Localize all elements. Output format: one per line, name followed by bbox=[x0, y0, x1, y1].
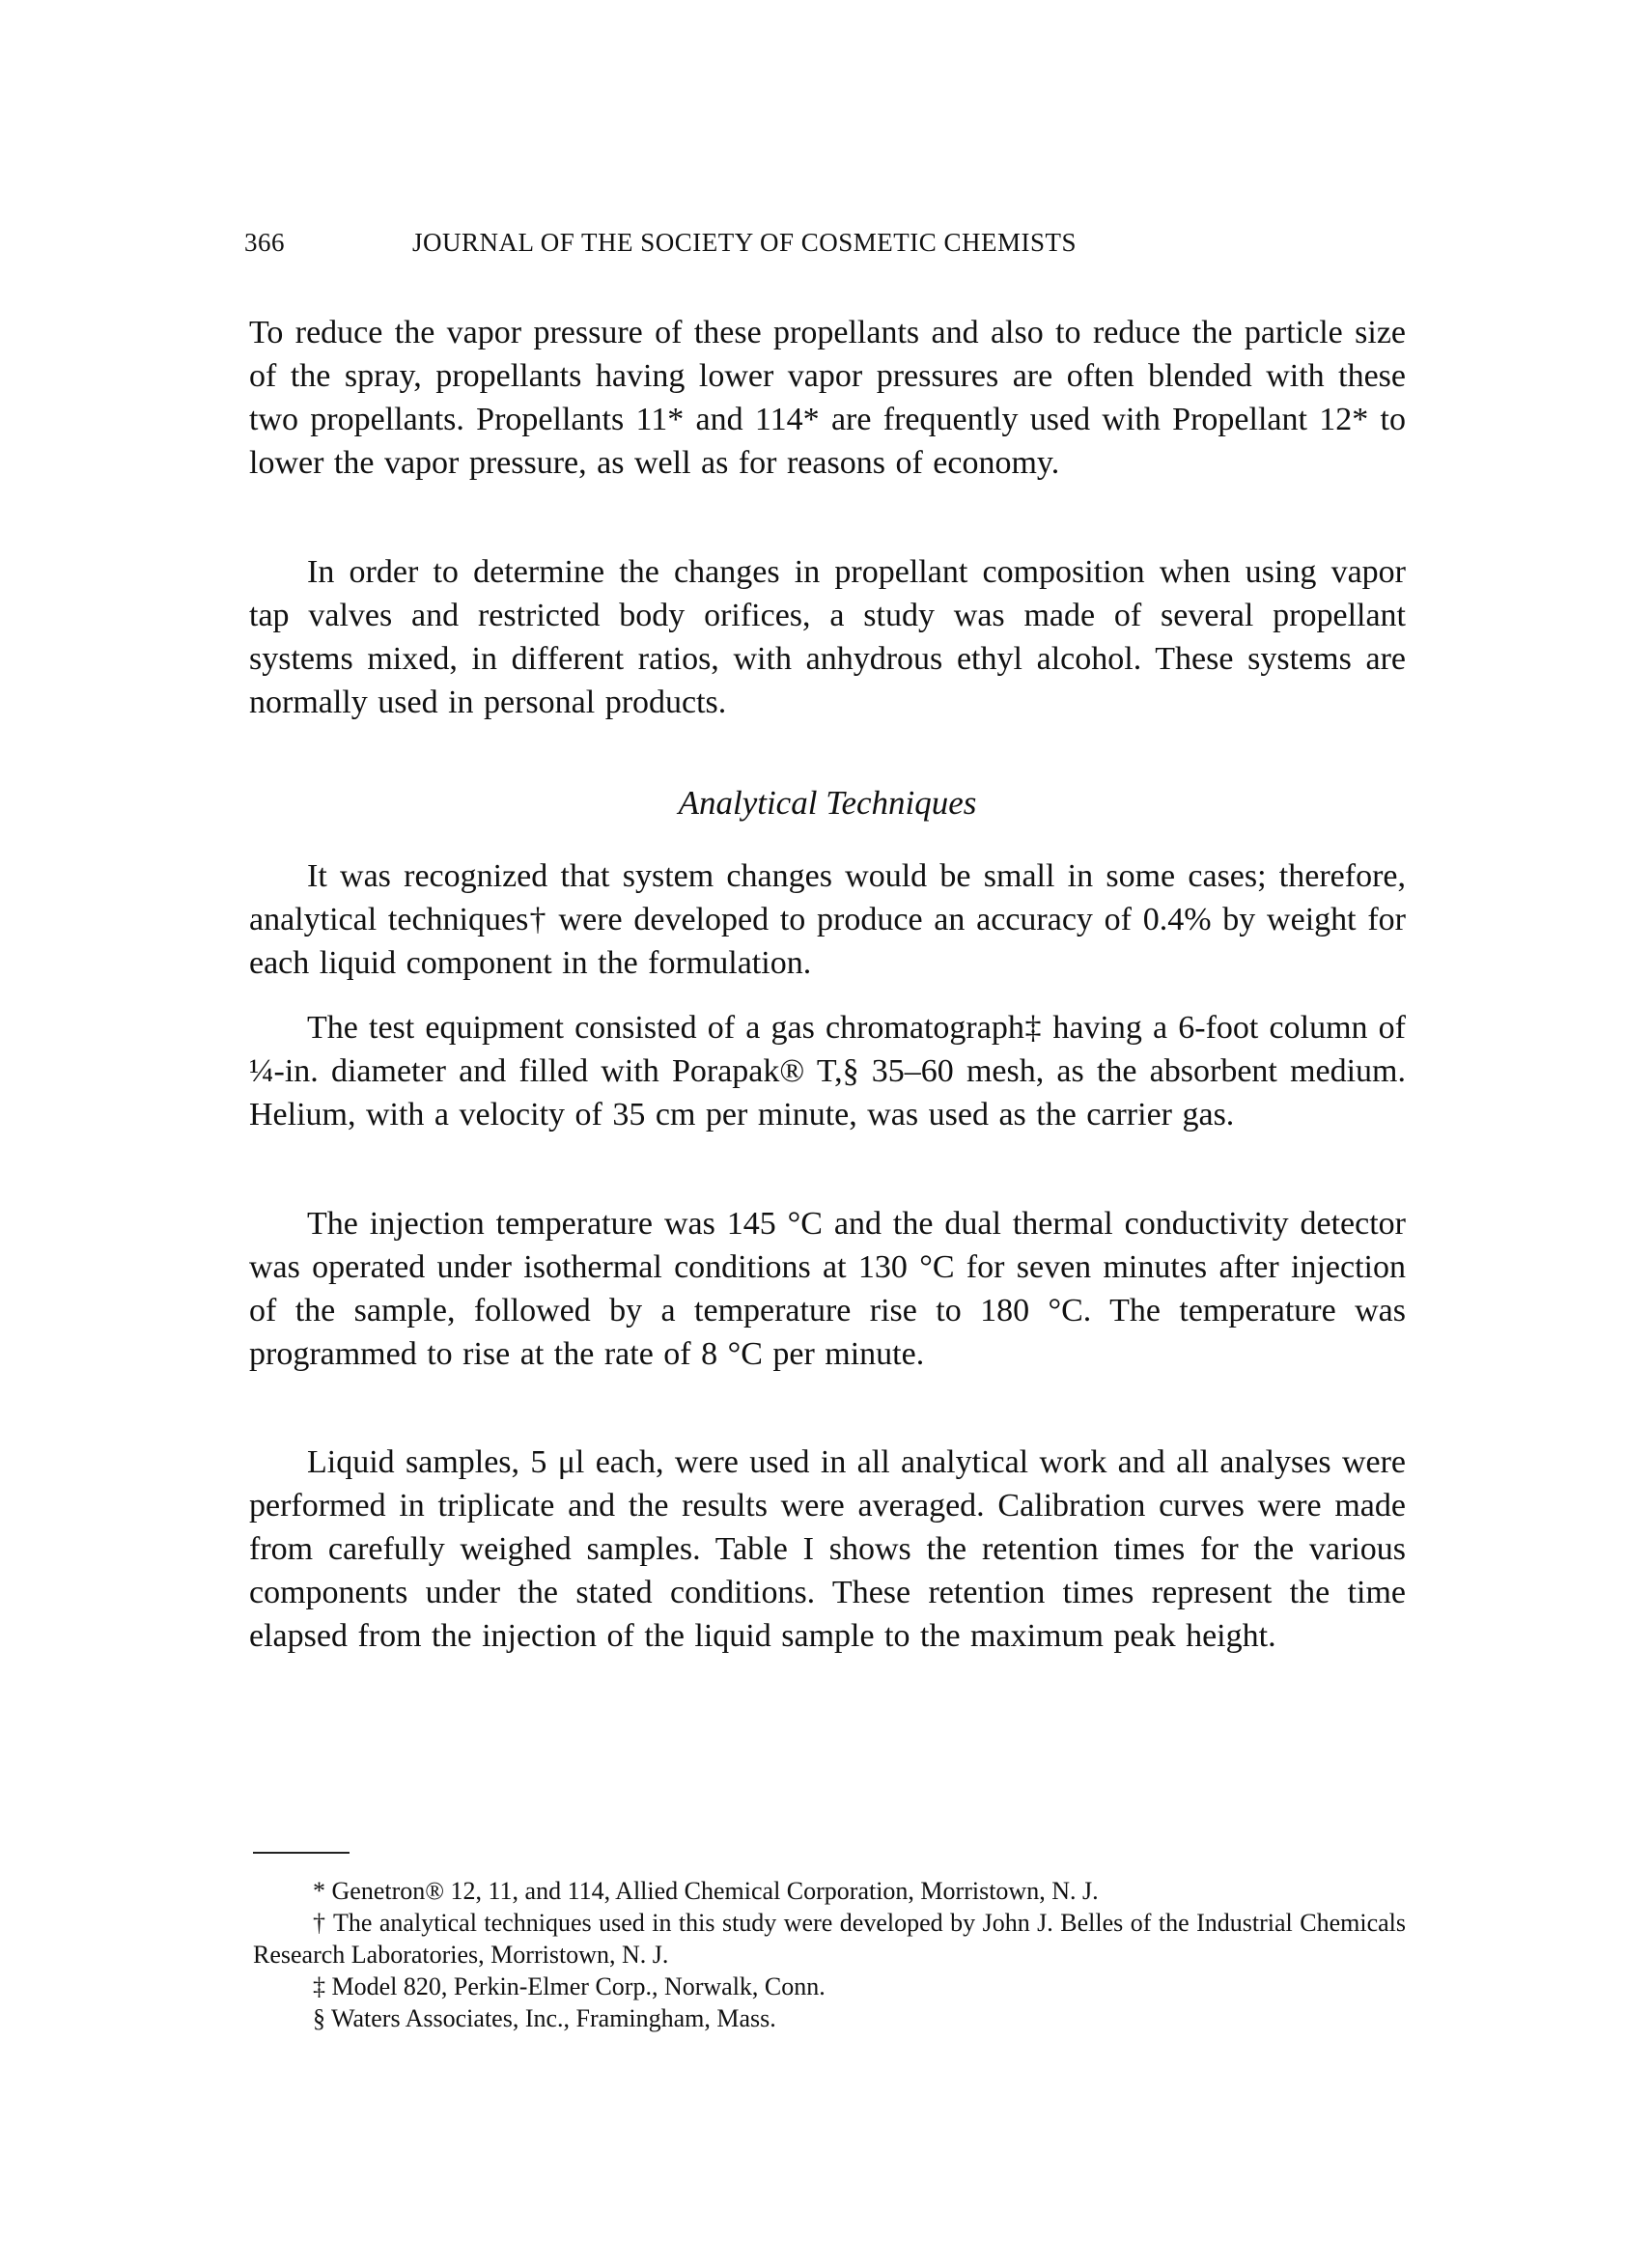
paragraph-4: The test equipment consisted of a gas chromatograph‡ having a 6-foot column of ¼-in. diameter and filled with Porapak® T,§ 35–60 mesh, as the absorbent medium. Helium, with a velocity of 35 cm per minute, was used as the carrier gas. bbox=[249, 1010, 1406, 1132]
footnote-4: § Waters Associates, Inc., Framingham, Mass. bbox=[313, 2004, 776, 2032]
paragraph-3: It was recognized that system changes would be small in some cases; therefore, analytical techniques† were developed to produce an accuracy of 0.4% by weight for each liquid component in the formulation. bbox=[249, 858, 1406, 981]
footnote-2: † The analytical techniques used in this study were developed by John J. Belles of the Industrial Chemicals Research Laboratories, Morristown, N. J. bbox=[253, 1909, 1406, 1969]
footnote-divider bbox=[253, 1852, 350, 1854]
paragraph-5: The injection temperature was 145 °C and the dual thermal conductivity detector was operated under isothermal conditions at 130 °C for seven minutes after injection of the sample, followed by a temperature rise to 180 °C. The temperature was programmed to rise at the rate of 8 °C per minute. bbox=[249, 1206, 1406, 1372]
page-number: 366 bbox=[244, 228, 285, 257]
paragraph-6: Liquid samples, 5 μl each, were used in all analytical work and all analyses were performed in triplicate and the results were averaged. Calibration curves were made from carefully weighed samples. Table I shows the retention times for the various components under the stated conditions. These retention times represent the time elapsed from the injection of the liquid sample to the maximum peak height. bbox=[249, 1444, 1406, 1654]
paragraph-2: In order to determine the changes in propellant composition when using vapor tap valves and restricted body orifices, a study was made of several propellant systems mixed, in different ratios, with anhydrous ethyl alcohol. These systems are normally used in personal products. bbox=[249, 554, 1406, 720]
footnote-1: * Genetron® 12, 11, and 114, Allied Chemical Corporation, Morristown, N. J. bbox=[313, 1877, 1099, 1905]
section-heading: Analytical Techniques bbox=[678, 784, 977, 822]
footnote-3: ‡ Model 820, Perkin-Elmer Corp., Norwalk, Conn. bbox=[313, 1972, 826, 2000]
paragraph-1: To reduce the vapor pressure of these propellants and also to reduce the particle size of the spray, propellants having lower vapor pressures are often blended with these two propellants. Propellants 11* and 114* are frequently used with Propellant 12* to lower the vapor pressure, as well as for reasons of economy. bbox=[249, 315, 1406, 481]
running-header: JOURNAL OF THE SOCIETY OF COSMETIC CHEMISTS bbox=[412, 228, 1078, 257]
